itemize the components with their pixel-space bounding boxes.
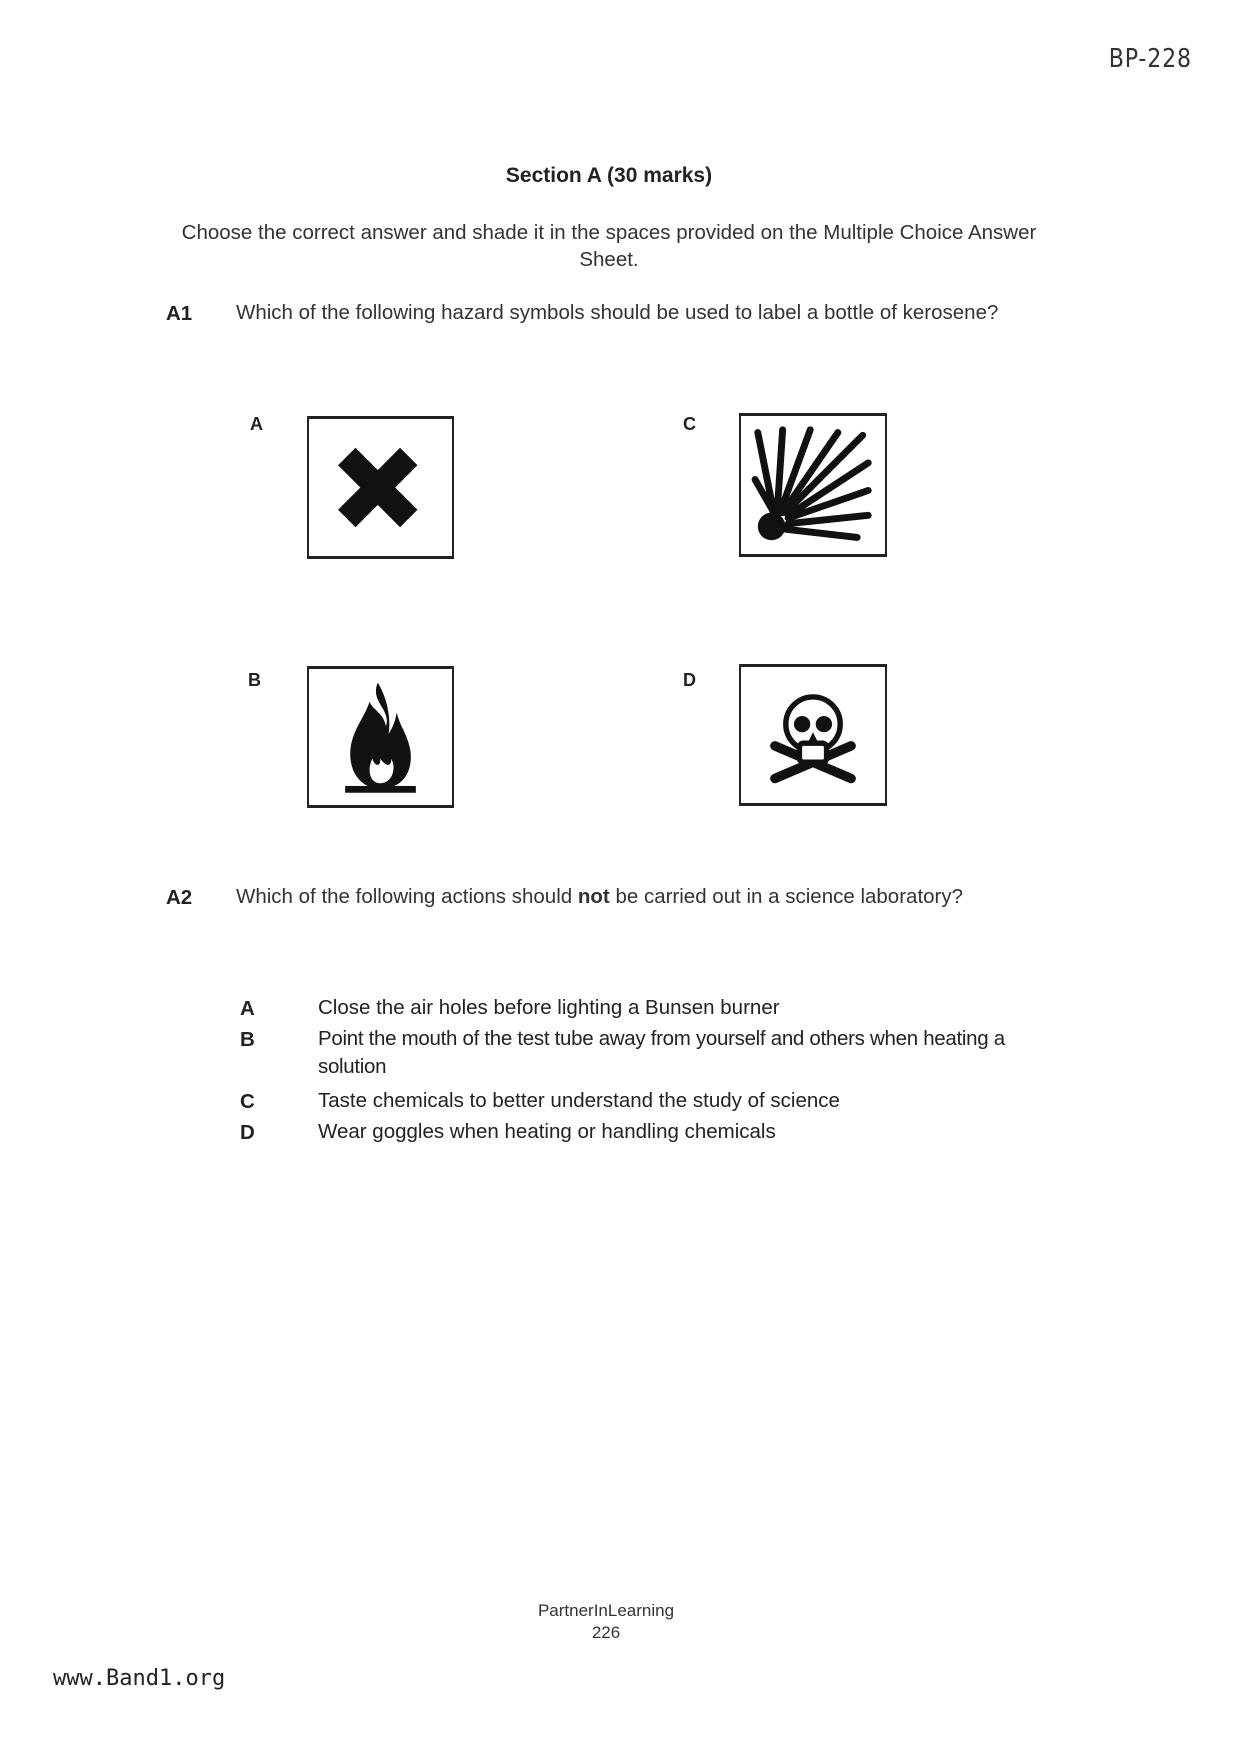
option-text: Taste chemicals to better understand the study of science <box>318 1089 840 1112</box>
question-text <box>236 876 1044 918</box>
option-letter: A <box>250 414 263 434</box>
explosive-icon <box>739 413 887 557</box>
question-number: A2 <box>166 886 193 909</box>
option-letter: B <box>240 1028 255 1051</box>
paper-code: BP-228 <box>1108 44 1192 74</box>
question-text-part: Which of the following actions should <box>236 885 573 908</box>
flammable-flame-icon <box>307 666 454 808</box>
option-letter: B <box>248 670 261 690</box>
option-text: Point the mouth of the test tube away from yourself and others when heating a solution <box>318 1027 1005 1078</box>
option-text: Close the air holes before lighting a Bunsen burner <box>318 996 780 1019</box>
question-number: A1 <box>166 302 193 325</box>
option-text: Wear goggles when heating or handling chemicals <box>318 1120 776 1143</box>
option-letter: D <box>683 670 696 690</box>
question-emphasis: not <box>577 885 610 908</box>
toxic-skull-icon <box>739 664 887 806</box>
question-text-part: be carried out in a science laboratory? <box>615 885 964 908</box>
question-text: Which of the following hazard symbols should be used to label a bottle of kerosene? <box>236 301 999 324</box>
option-letter: D <box>240 1121 255 1144</box>
harmful-cross-icon <box>307 416 454 559</box>
section-title: Section A (30 marks) <box>505 164 713 187</box>
publisher: PartnerInLearning <box>537 1601 675 1620</box>
option-letter: C <box>240 1090 255 1113</box>
option-letter: A <box>240 997 255 1020</box>
page-number: 226 <box>591 1623 621 1642</box>
option-letter: C <box>683 414 696 434</box>
section-instruction: Choose the correct answer and shade it in the spaces provided on the Multiple Choice Answer Sheet. <box>181 221 1037 271</box>
website-url: www.Band1.org <box>53 1666 226 1691</box>
